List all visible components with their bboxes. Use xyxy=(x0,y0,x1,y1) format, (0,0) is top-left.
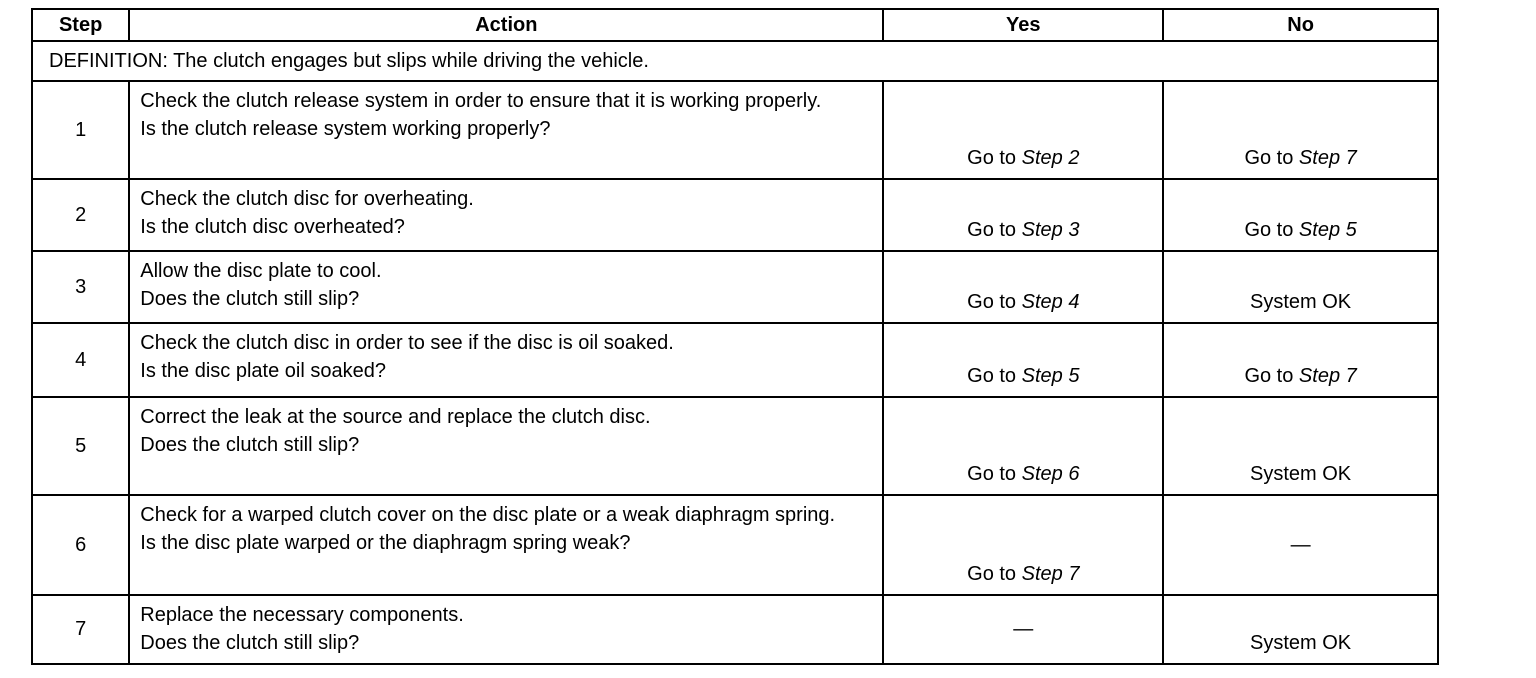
goto-step-link: Step 7 xyxy=(1298,365,1357,387)
no-result xyxy=(1163,81,1438,179)
yes-result xyxy=(883,251,1163,323)
action-text: Correct the leak at the source and replace the clutch disc. xyxy=(140,406,651,428)
action-cell xyxy=(129,595,883,664)
goto-prefix: Go to xyxy=(967,291,1022,313)
step-number: 4 xyxy=(32,323,129,397)
goto-step-link: Step 7 xyxy=(1021,563,1080,585)
action-question: Is the clutch disc overheated? xyxy=(140,216,405,238)
goto-step-link: Step 6 xyxy=(1021,463,1080,485)
header-step: Step xyxy=(32,9,129,41)
action-cell xyxy=(129,323,883,397)
table-row xyxy=(32,251,1438,323)
goto-step-link: Step 5 xyxy=(1021,365,1080,387)
yes-result xyxy=(883,397,1163,495)
action-text: Allow the disc plate to cool. xyxy=(140,260,382,282)
header-yes: Yes xyxy=(883,9,1163,41)
yes-result xyxy=(883,323,1163,397)
table-row xyxy=(32,81,1438,179)
step-number: 1 xyxy=(32,81,129,179)
table-row xyxy=(32,397,1438,495)
goto-prefix: Go to xyxy=(967,219,1022,241)
table-row xyxy=(32,595,1438,664)
table-row xyxy=(32,495,1438,595)
action-cell xyxy=(129,397,883,495)
table-row xyxy=(32,179,1438,251)
yes-result xyxy=(883,495,1163,595)
goto-prefix: Go to xyxy=(967,365,1022,387)
goto-prefix: Go to xyxy=(967,147,1022,169)
header-no: No xyxy=(1163,9,1438,41)
yes-result: — xyxy=(883,595,1163,664)
action-question: Does the clutch still slip? xyxy=(140,632,360,654)
no-result xyxy=(1163,179,1438,251)
definition-row xyxy=(32,41,1438,81)
goto-prefix: Go to xyxy=(1244,365,1299,387)
goto-prefix: Go to xyxy=(1244,147,1299,169)
diagnostic-table xyxy=(31,8,1439,665)
step-number: 2 xyxy=(32,179,129,251)
header-action: Action xyxy=(129,9,883,41)
action-cell xyxy=(129,81,883,179)
no-result: — xyxy=(1163,495,1438,595)
action-question: Does the clutch still slip? xyxy=(140,434,360,456)
step-number: 6 xyxy=(32,495,129,595)
step-number: 5 xyxy=(32,397,129,495)
goto-prefix: Go to xyxy=(967,563,1022,585)
action-question: Is the clutch release system working properly? xyxy=(140,118,551,140)
no-result: System OK xyxy=(1163,595,1438,664)
action-question: Is the disc plate oil soaked? xyxy=(140,360,386,382)
action-text: Check for a warped clutch cover on the disc plate or a weak diaphragm spring. xyxy=(140,504,836,526)
action-text: Check the clutch disc in order to see if the disc is oil soaked. xyxy=(140,332,674,354)
action-text: Check the clutch release system in order to ensure that it is working properly. xyxy=(140,90,822,112)
goto-step-link: Step 7 xyxy=(1298,147,1357,169)
no-result: System OK xyxy=(1163,251,1438,323)
yes-result xyxy=(883,81,1163,179)
table-row xyxy=(32,323,1438,397)
step-number: 3 xyxy=(32,251,129,323)
definition-text: DEFINITION: The clutch engages but slips while driving the vehicle. xyxy=(32,41,1438,81)
action-text: Check the clutch disc for overheating. xyxy=(140,188,474,210)
action-text: Replace the necessary components. xyxy=(140,604,464,626)
goto-step-link: Step 2 xyxy=(1021,147,1080,169)
goto-step-link: Step 3 xyxy=(1021,219,1080,241)
header-row xyxy=(32,9,1438,41)
goto-prefix: Go to xyxy=(1244,219,1299,241)
action-cell xyxy=(129,495,883,595)
goto-step-link: Step 4 xyxy=(1021,291,1080,313)
step-number: 7 xyxy=(32,595,129,664)
goto-step-link: Step 5 xyxy=(1298,219,1357,241)
action-cell xyxy=(129,179,883,251)
no-result: System OK xyxy=(1163,397,1438,495)
no-result xyxy=(1163,323,1438,397)
goto-prefix: Go to xyxy=(967,463,1022,485)
yes-result xyxy=(883,179,1163,251)
action-cell xyxy=(129,251,883,323)
action-question: Is the disc plate warped or the diaphragm spring weak? xyxy=(140,532,631,554)
action-question: Does the clutch still slip? xyxy=(140,288,360,310)
